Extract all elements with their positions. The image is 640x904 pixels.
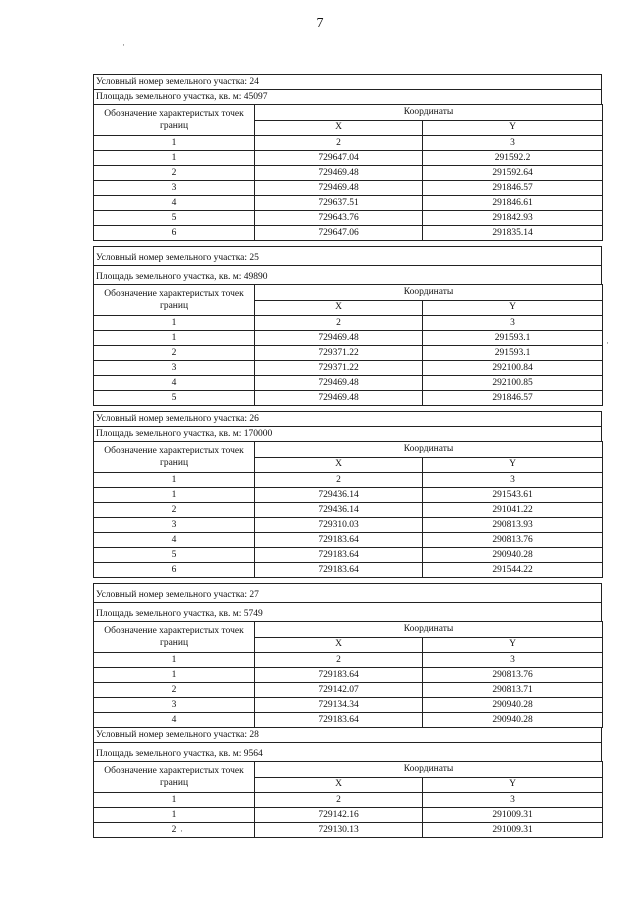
parcel-number-line: Условный номер земельного участка: 27 [93,583,602,602]
y-header: Y [423,637,603,653]
table-row: 1 729436.14 291543.61 [94,488,603,503]
parcel-block [93,411,602,578]
table-row: 2 729371.22 291593.1 [94,346,603,361]
scan-speck: · [122,40,125,50]
column-index-row: 1 2 3 [94,136,603,151]
parcel-number-line: Условный номер земельного участка: 26 [93,411,602,426]
column-index-row: 1 2 3 [94,316,603,331]
table-row: 2 729130.13 291009.31 [94,823,603,838]
table-row: 4 729183.64 290940.28 [94,713,603,728]
table-row: 4 729469.48 292100.85 [94,376,603,391]
table-row: 3 729469.48 291846.57 [94,181,603,196]
coordinates-table [93,284,603,406]
parcels-list [93,74,602,843]
table-row: 2 729436.14 291041.22 [94,503,603,518]
point-label-header: Обозначение характеристых точек границ [94,622,255,653]
table-row: 1 729469.48 291593.1 [94,331,603,346]
column-index-row: 1 2 3 [94,793,603,808]
coordinates-table [93,441,603,578]
parcel-block [93,74,602,241]
scan-speck: · [180,826,183,836]
coordinates-header: Координаты [255,105,603,121]
parcel-number-line: Условный номер земельного участка: 25 [93,246,602,265]
parcel-block [93,583,602,728]
table-row: 6 729183.64 291544.22 [94,563,603,578]
y-header: Y [423,457,603,473]
table-row: 4 729183.64 290813.76 [94,533,603,548]
parcel-block [93,246,602,406]
table-row: 5 729469.48 291846.57 [94,391,603,406]
parcel-area-line: Площадь земельного участка, кв. м: 9564 [93,742,602,761]
x-header: X [255,457,423,473]
table-row: 6 729647.06 291835.14 [94,226,603,241]
parcel-area-line: Площадь земельного участка, кв. м: 45097 [93,89,602,104]
coordinates-table [93,104,603,241]
table-row: 3 729310.03 290813.93 [94,518,603,533]
table-row: 2 729469.48 291592.64 [94,166,603,181]
column-index-row: 1 2 3 [94,653,603,668]
coordinates-header: Координаты [255,442,603,458]
page-number: 7 [316,16,324,31]
x-header: X [255,120,423,136]
parcel-area-line: Площадь земельного участка, кв. м: 5749 [93,602,602,621]
scan-speck: · [606,338,609,348]
coordinates-table [93,761,603,838]
table-row: 5 729183.64 290940.28 [94,548,603,563]
parcel-number-line: Условный номер земельного участка: 28 [93,727,602,742]
coordinates-header: Координаты [255,285,603,301]
table-row: 2 729142.07 290813.71 [94,683,603,698]
y-header: Y [423,300,603,316]
table-row: 1 729183.64 290813.76 [94,668,603,683]
y-header: Y [423,777,603,793]
parcel-number-line: Условный номер земельного участка: 24 [93,74,602,89]
table-row: 1 729647.04 291592.2 [94,151,603,166]
parcel-area-line: Площадь земельного участка, кв. м: 170000 [93,426,602,441]
point-label-header: Обозначение характеристых точек границ [94,762,255,793]
point-label-header: Обозначение характеристых точек границ [94,105,255,136]
x-header: X [255,637,423,653]
table-row: 3 729134.34 290940.28 [94,698,603,713]
point-label-header: Обозначение характеристых точек границ [94,285,255,316]
point-label-header: Обозначение характеристых точек границ [94,442,255,473]
table-row: 5 729643.76 291842.93 [94,211,603,226]
coordinates-table [93,621,603,728]
parcel-area-line: Площадь земельного участка, кв. м: 49890 [93,265,602,284]
coordinates-header: Координаты [255,622,603,638]
x-header: X [255,777,423,793]
coordinates-header: Координаты [255,762,603,778]
table-row: 4 729637.51 291846.61 [94,196,603,211]
table-row: 3 729371.22 292100.84 [94,361,603,376]
table-row: 1 729142.16 291009.31 [94,808,603,823]
parcel-block [93,727,602,838]
y-header: Y [423,120,603,136]
column-index-row: 1 2 3 [94,473,603,488]
x-header: X [255,300,423,316]
